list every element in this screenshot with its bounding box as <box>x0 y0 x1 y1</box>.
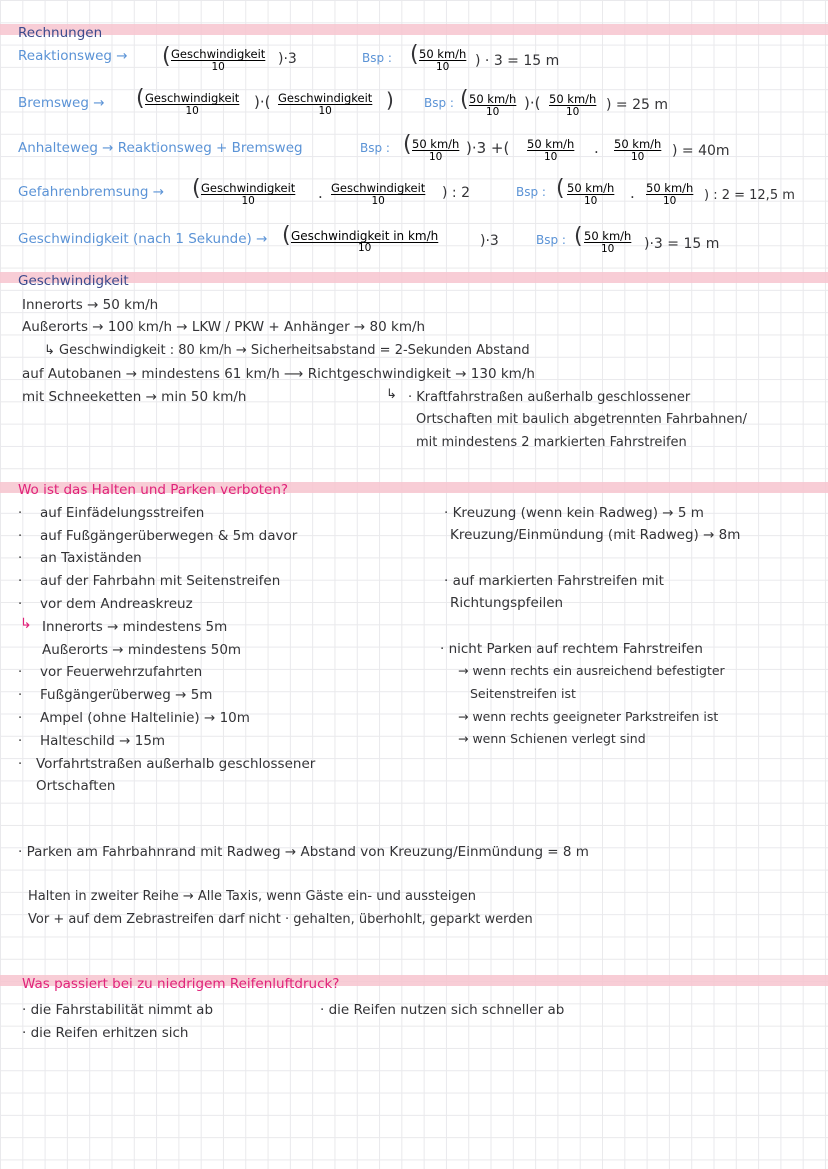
formula-operator: )·( <box>254 93 271 111</box>
fraction-numerator: Geschwindigkeit <box>278 91 373 105</box>
fraction-denominator: 10 <box>357 242 372 254</box>
formula-operator: . <box>594 139 599 157</box>
fraction <box>583 231 632 254</box>
fraction-numerator: 50 km/h <box>412 137 460 151</box>
fraction-denominator: 10 <box>185 104 199 117</box>
kreuzung-line-1: · Kreuzung (wenn kein Radweg) → 5 m <box>444 505 704 521</box>
kraftfahr-line-3: mit mindestens 2 markierten Fahrstreifen <box>416 435 687 450</box>
paren-open: ( <box>192 176 201 201</box>
halten-item: an Taxiständen <box>40 550 142 566</box>
fraction <box>290 230 439 254</box>
halten-item: auf der Fahrbahn mit Seitenstreifen <box>40 573 281 589</box>
anhalteweg-label: Anhalteweg → Reaktionsweg + Bremsweg <box>18 140 303 156</box>
kreuzung-line-2: Kreuzung/Einmündung (mit Radweg) → 8m <box>450 527 741 543</box>
fraction-numerator: 50 km/h <box>469 92 517 106</box>
section-heading-rechnungen: Rechnungen <box>18 25 103 41</box>
paren-open: ( <box>136 86 145 111</box>
fraction-numerator: 50 km/h <box>584 229 632 243</box>
bullet: · <box>18 551 23 566</box>
kraftfahr-line-2: Ortschaften mit baulich abgetrennten Fahrbahnen/ <box>416 412 748 427</box>
halten-item: Ampel (ohne Haltelinie) → 10m <box>40 710 250 726</box>
fraction-numerator: Geschwindigkeit <box>331 181 426 195</box>
paren-open: ( <box>162 44 171 69</box>
reifen-item: · die Reifen nutzen sich schneller ab <box>320 1002 565 1018</box>
gefahrenbremsung-label: Gefahrenbremsung → <box>18 184 165 200</box>
halten-item: Vorfahrtstraßen außerhalb geschlossener <box>36 756 316 772</box>
fraction-numerator: Geschwindigkeit in km/h <box>291 229 439 243</box>
formula-tail: ) <box>386 88 394 112</box>
bullet: · <box>18 734 23 749</box>
fraction-numerator: 50 km/h <box>549 92 597 106</box>
fraction-denominator: 10 <box>435 60 450 73</box>
section-heading-reifen: Was passiert bei zu niedrigem Reifenluftdruck? <box>22 976 340 992</box>
example-result: ) = 25 m <box>606 97 668 113</box>
fraction <box>645 183 694 206</box>
fraction-denominator: 10 <box>565 105 580 118</box>
formula-tail: ) : 2 <box>442 185 470 201</box>
fraction <box>468 94 517 117</box>
fraction-denominator: 10 <box>318 104 332 117</box>
halten-item: vor dem Andreaskreuz <box>40 596 193 612</box>
halten-item: auf Einfädelungsstreifen <box>40 505 205 521</box>
formula-operator: )·3 +( <box>466 139 510 157</box>
bullet: · <box>18 506 23 521</box>
formula-operator: )·( <box>524 94 541 112</box>
bullet: · <box>18 529 23 544</box>
fraction <box>144 93 240 116</box>
fraction <box>277 93 373 116</box>
bullet: · <box>18 711 23 726</box>
speed-autobahn: auf Autobanen → mindestens 61 km/h ⟶ Richtgeschwindigkeit → 130 km/h <box>22 366 535 382</box>
wenn-line: → wenn Schienen verlegt sind <box>458 731 646 746</box>
halten-item: Ortschaften <box>36 778 116 794</box>
speed-ausserorts: Außerorts → 100 km/h → LKW / PKW + Anhänger → 80 km/h <box>22 319 426 335</box>
fraction <box>411 139 460 162</box>
reifen-item: · die Reifen erhitzen sich <box>22 1025 189 1041</box>
fraction-denominator: 10 <box>428 150 443 163</box>
formula-operator: . <box>318 184 323 202</box>
paren-open: ( <box>574 224 583 249</box>
speed-abstand: ↳ Geschwindigkeit : 80 km/h → Sicherheitsabstand = 2-Sekunden Abstand <box>44 343 530 358</box>
bsp-label: Bsp : <box>536 233 566 247</box>
fraction <box>566 183 615 206</box>
fraction-denominator: 10 <box>485 105 500 118</box>
halten-item: Fußgängerüberweg → 5m <box>40 687 213 703</box>
halten-item: Halteschild → 15m <box>40 733 166 749</box>
formula-tail: )·3 <box>480 233 499 249</box>
bsp-label: Bsp : <box>360 141 390 155</box>
wenn-line: Seitenstreifen ist <box>470 686 576 701</box>
section-heading-geschwindigkeit: Geschwindigkeit <box>18 273 129 289</box>
fraction-denominator: 10 <box>630 150 645 163</box>
bullet: · <box>18 597 23 612</box>
formula-tail: )·3 <box>278 51 297 67</box>
example-result: )·3 = 15 m <box>644 236 720 252</box>
fraction-denominator: 10 <box>583 194 598 207</box>
example-result: ) = 40m <box>672 143 730 159</box>
markiert-line-1: · auf markierten Fahrstreifen mit <box>444 573 664 589</box>
nicht-parken: · nicht Parken auf rechtem Fahrstreifen <box>440 641 703 657</box>
fraction-denominator: 10 <box>241 194 255 207</box>
zweite-reihe-note: Halten in zweiter Reihe → Alle Taxis, wenn Gäste ein- und aussteigen <box>28 889 477 904</box>
fraction-numerator: 50 km/h <box>419 47 467 61</box>
fraction-numerator: Geschwindigkeit <box>145 91 240 105</box>
fraction-denominator: 10 <box>662 194 677 207</box>
arrow-icon: ↳ <box>386 387 397 402</box>
wenn-line: → wenn rechts ein ausreichend befestigter <box>458 663 725 678</box>
halten-item: Innerorts → mindestens 5m <box>42 619 228 635</box>
fraction-denominator: 10 <box>211 60 225 73</box>
markiert-line-2: Richtungspfeilen <box>450 595 564 611</box>
radweg-note: · Parken am Fahrbahnrand mit Radweg → Abstand von Kreuzung/Einmündung = 8 m <box>18 844 589 860</box>
fraction-numerator: 50 km/h <box>646 181 694 195</box>
reaction-speed-label: Geschwindigkeit (nach 1 Sekunde) → <box>18 231 268 247</box>
fraction-denominator: 10 <box>371 194 385 207</box>
fraction <box>548 94 597 117</box>
speed-schneeketten: mit Schneeketten → min 50 km/h <box>22 389 247 405</box>
paren-open: ( <box>460 87 469 112</box>
highlight-band <box>0 24 828 35</box>
paren-open: ( <box>410 42 419 67</box>
fraction <box>613 139 662 162</box>
reifen-item: · die Fahrstabilität nimmt ab <box>22 1002 214 1018</box>
example-result: ) · 3 = 15 m <box>475 53 560 69</box>
bullet: · <box>18 665 23 680</box>
fraction-numerator: 50 km/h <box>614 137 662 151</box>
halten-item: auf Fußgängerüberwegen & 5m davor <box>40 528 298 544</box>
bullet: · <box>18 688 23 703</box>
fraction-numerator: Geschwindigkeit <box>201 181 296 195</box>
reaktionsweg-label: Reaktionsweg → <box>18 48 128 64</box>
fraction-denominator: 10 <box>600 242 615 255</box>
bsp-label: Bsp : <box>424 96 454 110</box>
bsp-label: Bsp : <box>362 51 392 65</box>
fraction-denominator: 10 <box>543 150 558 163</box>
fraction <box>200 183 296 206</box>
section-heading-halten: Wo ist das Halten und Parken verboten? <box>18 482 289 498</box>
paren-open: ( <box>282 223 291 248</box>
kraftfahr-line-1: · Kraftfahrstraßen außerhalb geschlossener <box>408 390 691 405</box>
bsp-label: Bsp : <box>516 185 546 199</box>
halten-item: Außerorts → mindestens 50m <box>42 642 242 658</box>
speed-innerorts: Innerorts → 50 km/h <box>22 297 159 313</box>
fraction-numerator: 50 km/h <box>567 181 615 195</box>
paren-open: ( <box>556 176 565 201</box>
fraction-numerator: Geschwindigkeit <box>171 47 266 61</box>
bremsweg-label: Bremsweg → <box>18 95 105 111</box>
example-result: ) : 2 = 12,5 m <box>704 188 795 203</box>
halten-item: vor Feuerwehrzufahrten <box>40 664 203 680</box>
formula-operator: . <box>630 184 635 202</box>
bullet: · <box>18 574 23 589</box>
fraction <box>330 183 426 206</box>
fraction <box>170 49 266 72</box>
bullet: · <box>18 757 23 772</box>
zebrastreifen-note: Vor + auf dem Zebrastreifen darf nicht · gehalten, überhohlt, geparkt werden <box>28 912 533 927</box>
fraction-numerator: 50 km/h <box>527 137 575 151</box>
arrow-icon: ↳ <box>20 616 32 632</box>
fraction <box>418 49 467 72</box>
paren-open: ( <box>403 132 412 157</box>
fraction <box>526 139 575 162</box>
wenn-line: → wenn rechts geeigneter Parkstreifen ist <box>458 709 719 724</box>
